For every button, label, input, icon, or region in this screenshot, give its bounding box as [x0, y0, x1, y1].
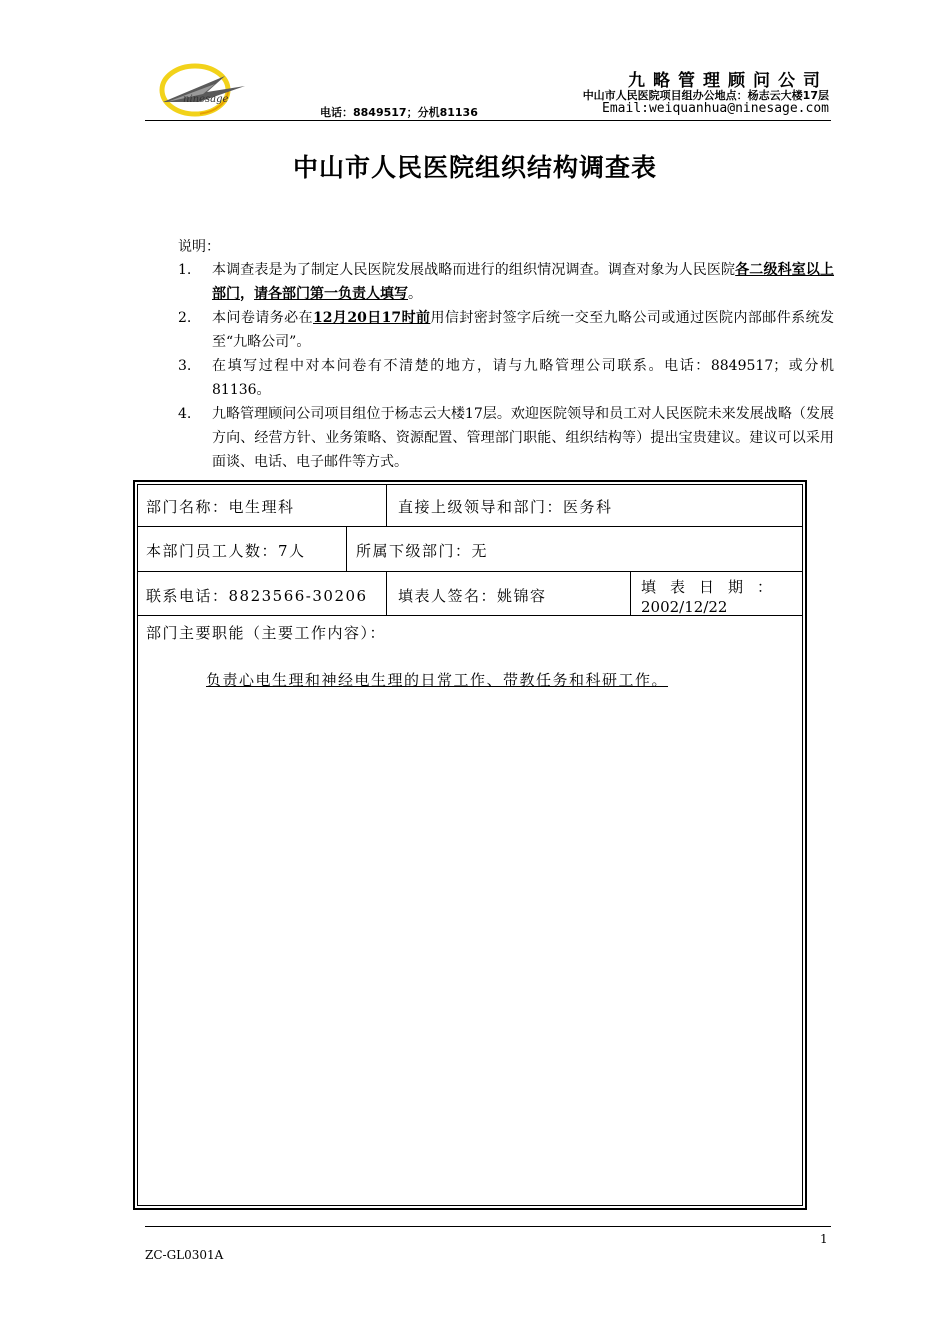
- filler-sign-field[interactable]: 填表人签名：姚锦容: [398, 587, 547, 605]
- survey-form: [137, 484, 803, 1206]
- date-value-field[interactable]: 2002/12/22: [641, 598, 728, 616]
- footer-divider: [145, 1226, 831, 1227]
- document-code: ZC-GL0301A: [145, 1248, 224, 1262]
- note-text: 本问卷请务必在12月20日17时前用信封密封签字后统一交至九略公司或通过医院内部邮件系统发至“九略公司”。: [212, 310, 835, 350]
- note-text: 九略管理顾问公司项目组位于杨志云大楼17层。欢迎医院领导和员工对人民医院未来发展战略（发展方向、经营方针、业务策略、资源配置、管理部门职能、组织结构等）提出宝贵建议。建议可以采用面谈、电话、电子邮件等方式。: [212, 406, 834, 470]
- superior-field[interactable]: 直接上级领导和部门：医务科: [398, 498, 613, 516]
- note-number: 3.: [178, 358, 192, 374]
- note-item: [178, 258, 834, 306]
- company-email: Email:weiquanhua@ninesage.com: [602, 101, 829, 116]
- note-item: [178, 354, 834, 402]
- col-divider: [386, 571, 387, 615]
- note-deadline: 12月20日17时前: [313, 310, 431, 326]
- col-divider: [630, 571, 631, 615]
- col-divider: [386, 485, 387, 526]
- contact-phone-field[interactable]: 联系电话：8823566-30206: [146, 587, 368, 605]
- notes-heading: 说明：: [178, 239, 220, 255]
- company-logo: [155, 62, 265, 122]
- notes-list: [178, 258, 834, 474]
- date-label: 填表日期：: [641, 578, 787, 596]
- duties-label: 部门主要职能（主要工作内容）：: [146, 624, 387, 642]
- note-item: [178, 402, 834, 474]
- page-number: 1: [820, 1232, 828, 1246]
- company-phone: 电话：8849517；分机81136: [320, 106, 478, 119]
- logo-text: ninesage: [183, 94, 229, 105]
- row-divider: [138, 571, 802, 572]
- company-name: 九略管理顾问公司: [628, 71, 828, 91]
- company-address: 中山市人民医院项目组办公地点：杨志云大楼17层: [582, 89, 829, 102]
- note-text: 本调查表是为了制定人民医院发展战略而进行的组织情况调查。调查对象为人民医院各二级科室以上部门，请各部门第一负责人填写。: [212, 262, 835, 302]
- sub-dept-field[interactable]: 所属下级部门：无: [356, 542, 489, 560]
- note-number: 4.: [178, 406, 192, 422]
- staff-count-field[interactable]: 本部门员工人数：7人: [146, 542, 306, 560]
- note-emphasis: 各二级科室以上部门: [212, 262, 835, 302]
- row-divider: [138, 526, 802, 527]
- col-divider: [346, 526, 347, 571]
- page-title: 中山市人民医院组织结构调查表: [292, 153, 657, 182]
- note-number: 1.: [178, 262, 192, 278]
- logo-swoosh-icon: [155, 62, 265, 122]
- duties-text-field[interactable]: 负责心电生理和神经电生理的日常工作、带教任务和科研工作。: [206, 671, 669, 689]
- header-divider: [145, 120, 831, 121]
- note-text: 在填写过程中对本问卷有不清楚的地方，请与九略管理公司联系。电话：8849517；或分机81136。: [212, 358, 834, 398]
- dept-name-field[interactable]: 部门名称：电生理科: [146, 498, 295, 516]
- note-number: 2.: [178, 310, 192, 326]
- note-item: [178, 306, 834, 354]
- note-emphasis: 请各部门第一负责人填写: [254, 286, 408, 302]
